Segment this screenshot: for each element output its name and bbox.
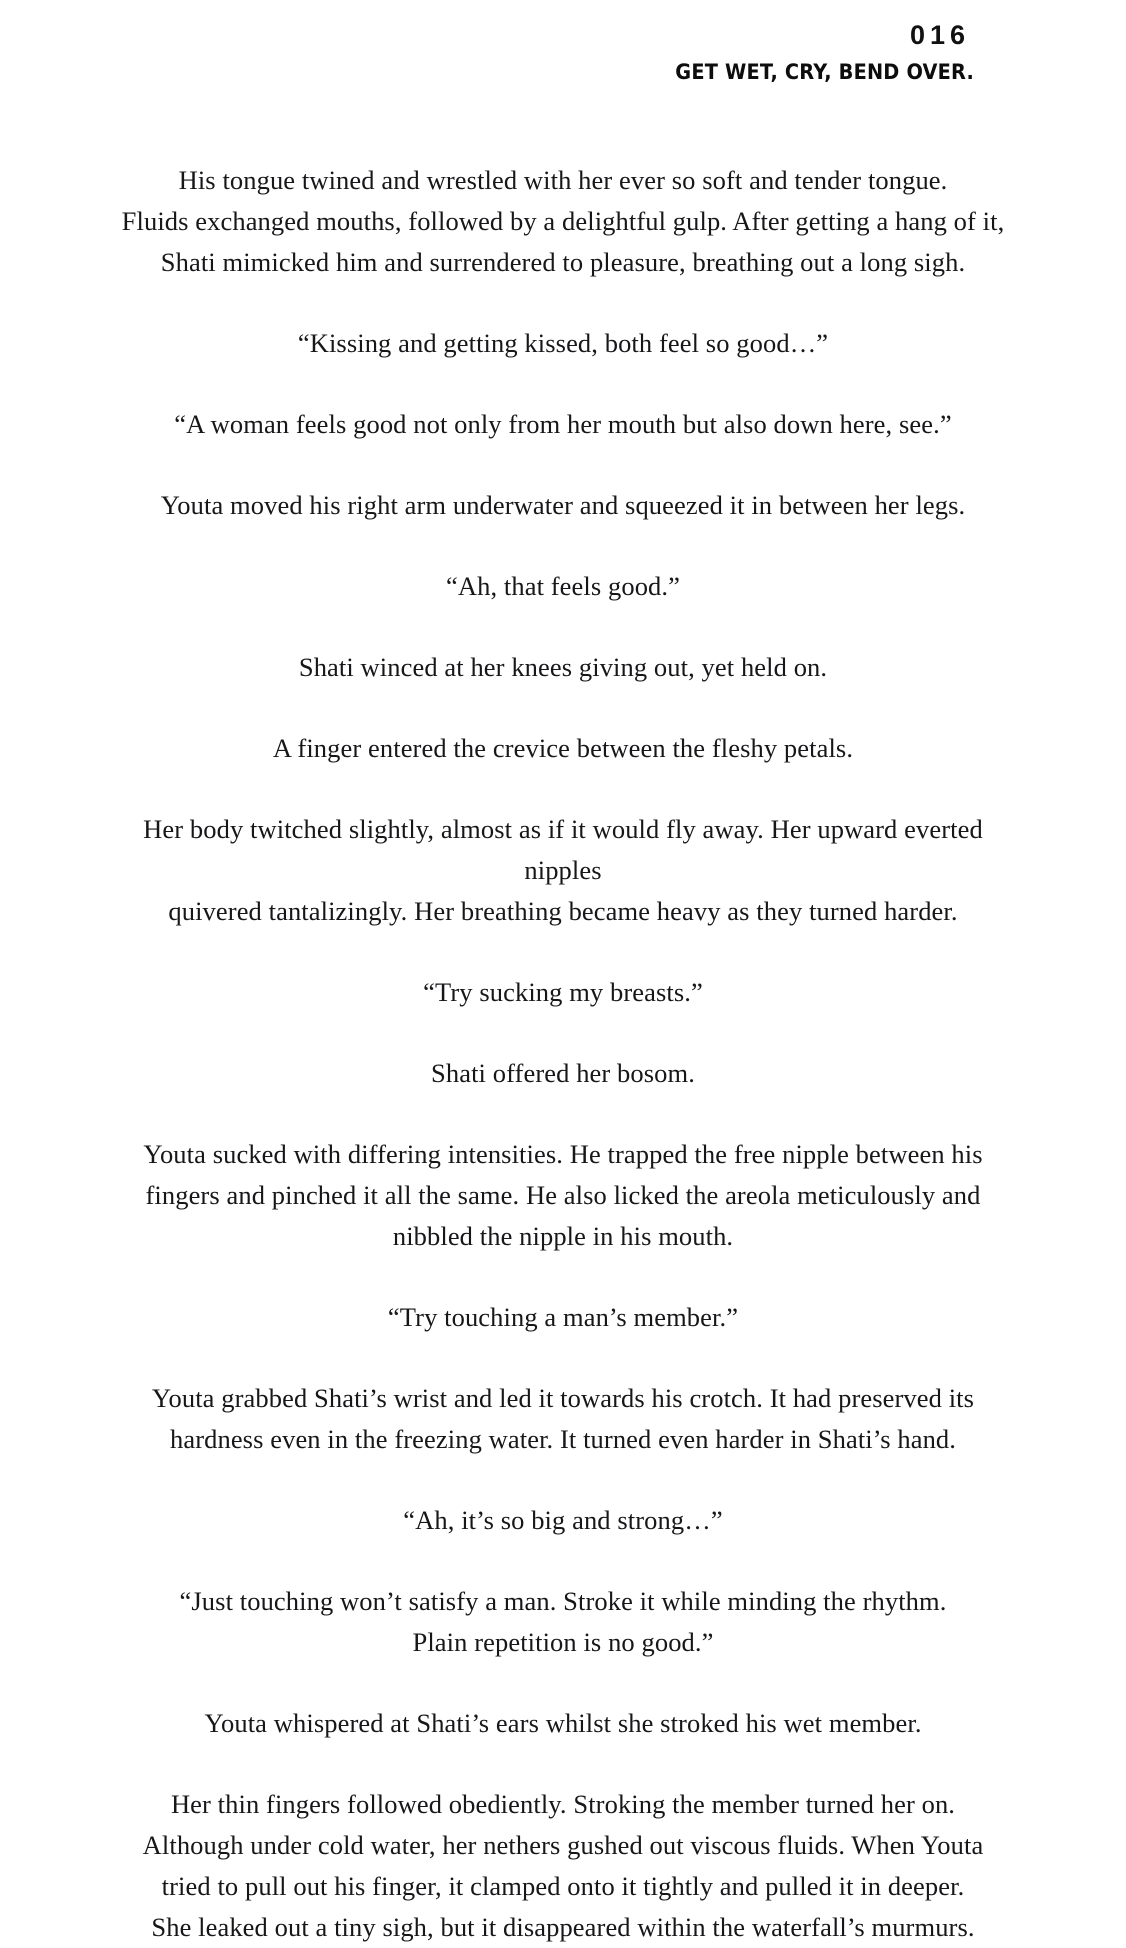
paragraph: [113, 1378, 1013, 1460]
paragraph: [113, 566, 1013, 607]
paragraph: [113, 1053, 1013, 1094]
paragraph-line: “Just touching won’t satisfy a man. Stroke it while minding the rhythm.: [179, 1586, 947, 1616]
paragraph-line: Plain repetition is no good.”: [412, 1627, 714, 1657]
paragraph: [113, 1581, 1013, 1663]
paragraph: [113, 160, 1013, 283]
paragraph-line: “Kissing and getting kissed, both feel so good…”: [297, 328, 829, 358]
paragraph-line: Although under cold water, her nethers gushed out viscous fluids. When Youta: [142, 1830, 984, 1860]
page-number: 016: [909, 20, 970, 50]
paragraph-line: Youta grabbed Shati’s wrist and led it towards his crotch. It had preserved its: [151, 1383, 975, 1413]
paragraph: [113, 647, 1013, 688]
paragraph: [113, 485, 1013, 526]
paragraph: [113, 972, 1013, 1013]
paragraph-line: His tongue twined and wrestled with her ever so soft and tender tongue.: [178, 165, 948, 195]
paragraph-line: Youta sucked with differing intensities. He trapped the free nipple between his: [143, 1139, 983, 1169]
paragraph-line: Shati winced at her knees giving out, yet held on.: [298, 652, 828, 682]
paragraph: [113, 1784, 1013, 1948]
paragraph: [113, 404, 1013, 445]
paragraph-line: Her thin fingers followed obediently. Stroking the member turned her on.: [170, 1789, 956, 1819]
paragraph: [113, 1703, 1013, 1744]
paragraph-line: fingers and pinched it all the same. He also licked the areola meticulously and: [145, 1180, 981, 1210]
chapter-title: GET WET, CRY, BEND OVER.: [675, 60, 974, 84]
paragraph-line: nibbled the nipple in his mouth.: [392, 1221, 734, 1251]
body-text: [113, 160, 1013, 1948]
paragraph-line: “Try touching a man’s member.”: [387, 1302, 739, 1332]
paragraph-line: Youta whispered at Shati’s ears whilst she stroked his wet member.: [204, 1708, 922, 1738]
paragraph-line: Fluids exchanged mouths, followed by a delightful gulp. After getting a hang of it,: [121, 206, 1005, 236]
paragraph-line: Shati mimicked him and surrendered to pleasure, breathing out a long sigh.: [160, 247, 966, 277]
paragraph-line: She leaked out a tiny sigh, but it disappeared within the waterfall’s murmurs.: [151, 1912, 975, 1942]
paragraph-line: quivered tantalizingly. Her breathing became heavy as they turned harder.: [168, 896, 958, 926]
paragraph-line: “Ah, it’s so big and strong…”: [403, 1505, 723, 1535]
page-header: [0, 22, 1126, 83]
paragraph-line: tried to pull out his finger, it clamped onto it tightly and pulled it in deeper.: [161, 1871, 965, 1901]
paragraph-line: “Try sucking my breasts.”: [423, 977, 703, 1007]
paragraph: [113, 1500, 1013, 1541]
paragraph: [113, 1134, 1013, 1257]
paragraph: [113, 728, 1013, 769]
paragraph: [113, 1297, 1013, 1338]
paragraph-line: Youta moved his right arm underwater and squeezed it in between her legs.: [160, 490, 966, 520]
paragraph-line: hardness even in the freezing water. It turned even harder in Shati’s hand.: [169, 1424, 957, 1454]
paragraph-line: “A woman feels good not only from her mouth but also down here, see.”: [174, 409, 952, 439]
paragraph-line: Her body twitched slightly, almost as if it would fly away. Her upward everted nipples: [143, 814, 983, 885]
paragraph-line: “Ah, that feels good.”: [446, 571, 680, 601]
paragraph-line: Shati offered her bosom.: [431, 1058, 695, 1088]
paragraph: [113, 809, 1013, 932]
paragraph-line: A finger entered the crevice between the fleshy petals.: [272, 733, 854, 763]
paragraph: [113, 323, 1013, 364]
